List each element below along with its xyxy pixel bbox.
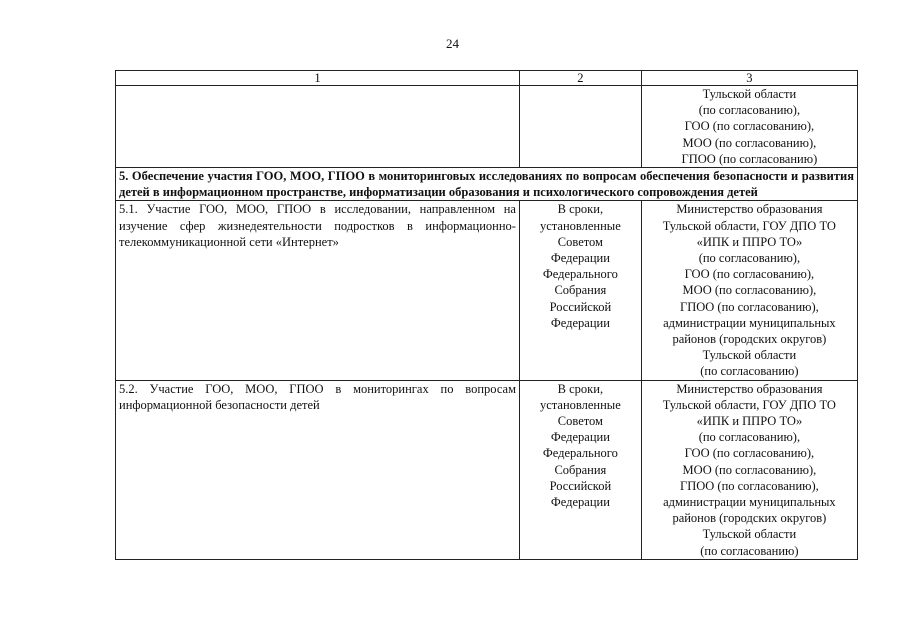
text-line: администрации муниципальных: [663, 315, 836, 330]
deadline-cell: [519, 380, 641, 559]
measure-description-cell: 5.2. Участие ГОО, МОО, ГПОО в мониторингах по вопросам информационной безопасности детей: [116, 380, 520, 559]
text-line: Министерство образования: [676, 381, 823, 396]
text-line: (по согласованию),: [698, 430, 801, 445]
measure-description-cell: 5.1. Участие ГОО, МОО, ГПОО в исследовании, направленном на изучение сфер жизнедеятельности подростков в информационно-телекоммуникационной сети «Интернет»: [116, 201, 520, 380]
text-line: Тульской области, ГОУ ДПО ТО: [662, 397, 836, 412]
text-line: ГПОО (по согласованию): [681, 151, 818, 166]
continuation-cell-1: [116, 86, 520, 168]
text-line: «ИПК и ППРО ТО»: [696, 234, 803, 249]
text-line: Советом: [557, 414, 603, 429]
responsible-cell: [641, 201, 857, 380]
section-row: [116, 168, 858, 201]
text-line: Министерство образования: [676, 202, 823, 217]
text-line: районов (городских округов): [672, 511, 827, 526]
text-line: Тульской области, ГОУ ДПО ТО: [662, 218, 836, 233]
text-line: В сроки,: [557, 381, 604, 396]
text-line: (по согласованию),: [698, 251, 801, 266]
text-line: Советом: [557, 234, 603, 249]
text-line: районов (городских округов): [672, 332, 827, 347]
page-number: 24: [446, 36, 459, 51]
header-cell-2: 2: [519, 71, 641, 86]
text-line: Федерации: [550, 251, 610, 266]
header-cell-1: 1: [116, 71, 520, 86]
continuation-cell-2: [519, 86, 641, 168]
text-line: Российской: [549, 299, 612, 314]
text-line: Федерации: [550, 495, 610, 510]
responsible-cell: [641, 380, 857, 559]
text-line: (по согласованию): [700, 543, 799, 558]
table-row: [116, 380, 858, 559]
text-line: ГПОО (по согласованию),: [679, 478, 819, 493]
header-cell-3: 3: [641, 71, 857, 86]
text-line: В сроки,: [557, 202, 604, 217]
text-line: ГОО (по согласованию),: [684, 119, 815, 134]
section-title: 5. Обеспечение участия ГОО, МОО, ГПОО в мониторинговых исследованиях по вопросам обеспечения безопасности и развития детей в информационном пространстве, информатизации образования и психологического сопровождения детей: [116, 168, 858, 201]
text-line: Федерального: [542, 446, 618, 461]
text-line: Федерации: [550, 315, 610, 330]
table-row: [116, 86, 858, 168]
text-line: Федерации: [550, 430, 610, 445]
text-line: администрации муниципальных: [663, 495, 836, 510]
measures-table: [115, 70, 858, 560]
text-line: ГОО (по согласованию),: [684, 267, 815, 282]
table-row: [116, 201, 858, 380]
text-line: установленные: [540, 218, 621, 233]
table-header-row: [116, 71, 858, 86]
text-line: (по согласованию),: [698, 103, 801, 118]
text-line: «ИПК и ППРО ТО»: [696, 414, 803, 429]
text-line: Тульской области: [702, 527, 797, 542]
text-line: ГОО (по согласованию),: [684, 446, 815, 461]
text-line: МОО (по согласованию),: [682, 462, 817, 477]
text-line: Собрания: [554, 462, 607, 477]
text-line: ГПОО (по согласованию),: [679, 299, 819, 314]
text-line: установленные: [540, 397, 621, 412]
text-line: МОО (по согласованию),: [682, 135, 817, 150]
text-line: Тульской области: [702, 87, 797, 101]
text-line: Федерального: [542, 267, 618, 282]
text-line: Тульской области: [702, 348, 797, 363]
text-line: (по согласованию): [700, 364, 799, 379]
text-line: МОО (по согласованию),: [682, 283, 817, 298]
continuation-responsible-cell: [641, 86, 857, 168]
text-line: Собрания: [554, 283, 607, 298]
text-line: Российской: [549, 478, 612, 493]
deadline-cell: [519, 201, 641, 380]
